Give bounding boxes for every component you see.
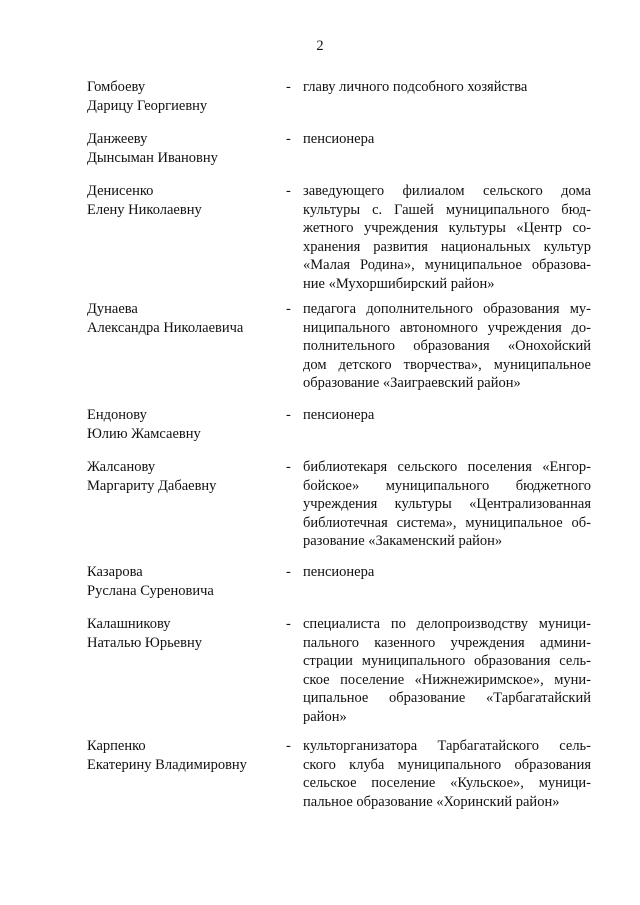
description-line: ского клуба муниципального образования	[303, 756, 591, 773]
description-line: пенсионера	[303, 407, 375, 423]
description-line: хранения развития национальных культур	[303, 238, 591, 255]
surname: Казарова	[87, 564, 143, 580]
surname: Гомбоеву	[87, 79, 146, 95]
description-line: дом детского творчества», муниципальное	[303, 356, 591, 373]
surname: Данжееву	[87, 131, 148, 147]
page-number: 2	[316, 38, 324, 54]
person-name	[87, 406, 282, 443]
dash-separator: -	[286, 407, 291, 423]
given-names: Руслана Суреновича	[87, 582, 214, 599]
position-description	[303, 563, 591, 582]
person-name	[87, 182, 282, 219]
description-line: ципальное образование «Тарбагатайский	[303, 690, 591, 706]
description-line: заведующего филиалом сельского дома	[303, 183, 591, 199]
dash-separator: -	[286, 564, 291, 580]
person-name	[87, 78, 282, 115]
dash-separator: -	[286, 183, 291, 199]
description-line: специалиста по делопроизводству муници-	[303, 616, 591, 632]
description-line: главу личного подсобного хозяйства	[303, 79, 528, 95]
position-description	[303, 458, 591, 551]
surname: Ендонову	[87, 407, 147, 423]
dash-separator: -	[286, 301, 291, 317]
person-name	[87, 300, 282, 337]
description-line: страции муниципального образования сель-	[303, 653, 591, 669]
description-line: ниципального автономного учреждения до-	[303, 319, 591, 336]
dash-separator: -	[286, 616, 291, 632]
given-names: Дарицу Георгиевну	[87, 97, 208, 114]
dash-separator: -	[286, 131, 291, 147]
position-description	[303, 737, 591, 811]
position-description	[303, 182, 591, 293]
description-line: пенсионера	[303, 564, 375, 580]
surname: Дунаева	[87, 301, 138, 317]
position-description	[303, 406, 591, 425]
description-line: учреждения культуры «Централизованная	[303, 496, 591, 512]
given-names: Дынсыман Ивановну	[87, 149, 218, 166]
person-name	[87, 458, 282, 495]
person-name	[87, 130, 282, 167]
surname: Денисенко	[87, 183, 154, 199]
position-description	[303, 300, 591, 393]
description-line: образование «Заиграевский район»	[303, 375, 521, 391]
description-line: район»	[303, 708, 347, 725]
person-name	[87, 563, 282, 600]
surname: Карпенко	[87, 738, 146, 754]
description-line: пенсионера	[303, 131, 375, 147]
description-line: сельское поселение «Кульское», муници-	[303, 775, 591, 791]
description-line: библиотечная система», муниципальное об-	[303, 514, 591, 531]
description-line: ское поселение «Нижнежиримское», муни-	[303, 671, 591, 688]
given-names: Юлию Жамсаевну	[87, 425, 201, 442]
position-description	[303, 615, 591, 726]
given-names: Наталью Юрьевну	[87, 634, 202, 651]
description-line: разование «Закаменский район»	[303, 533, 503, 549]
description-line: пальное образование «Хоринский район»	[303, 793, 560, 810]
description-line: педагога дополнительного образования му-	[303, 301, 591, 317]
dash-separator: -	[286, 79, 291, 95]
person-name	[87, 737, 282, 774]
surname: Калашникову	[87, 616, 171, 632]
dash-separator: -	[286, 459, 291, 475]
position-description	[303, 78, 591, 97]
surname: Жалсанову	[87, 459, 156, 475]
dash-separator: -	[286, 738, 291, 754]
given-names: Маргариту Дабаевну	[87, 477, 217, 494]
description-line: библиотекаря сельского поселения «Енгор-	[303, 459, 591, 475]
description-line: жетного учреждения культуры «Центр со-	[303, 220, 591, 236]
person-name	[87, 615, 282, 652]
description-line: ние «Мухоршибирский район»	[303, 275, 495, 292]
given-names: Александра Николаевича	[87, 319, 244, 336]
description-line: полнительного образования «Онохойский	[303, 338, 591, 354]
description-line: «Малая Родина», муниципальное образова-	[303, 257, 591, 273]
given-names: Елену Николаевну	[87, 201, 202, 218]
description-line: культуры с. Гашей муниципального бюд-	[303, 201, 591, 218]
description-line: бойское» муниципального бюджетного	[303, 477, 591, 494]
given-names: Екатерину Владимировну	[87, 756, 247, 773]
description-line: культорганизатора Тарбагатайского сель-	[303, 738, 591, 754]
position-description	[303, 130, 591, 149]
description-line: пального казенного учреждения админи-	[303, 634, 591, 651]
